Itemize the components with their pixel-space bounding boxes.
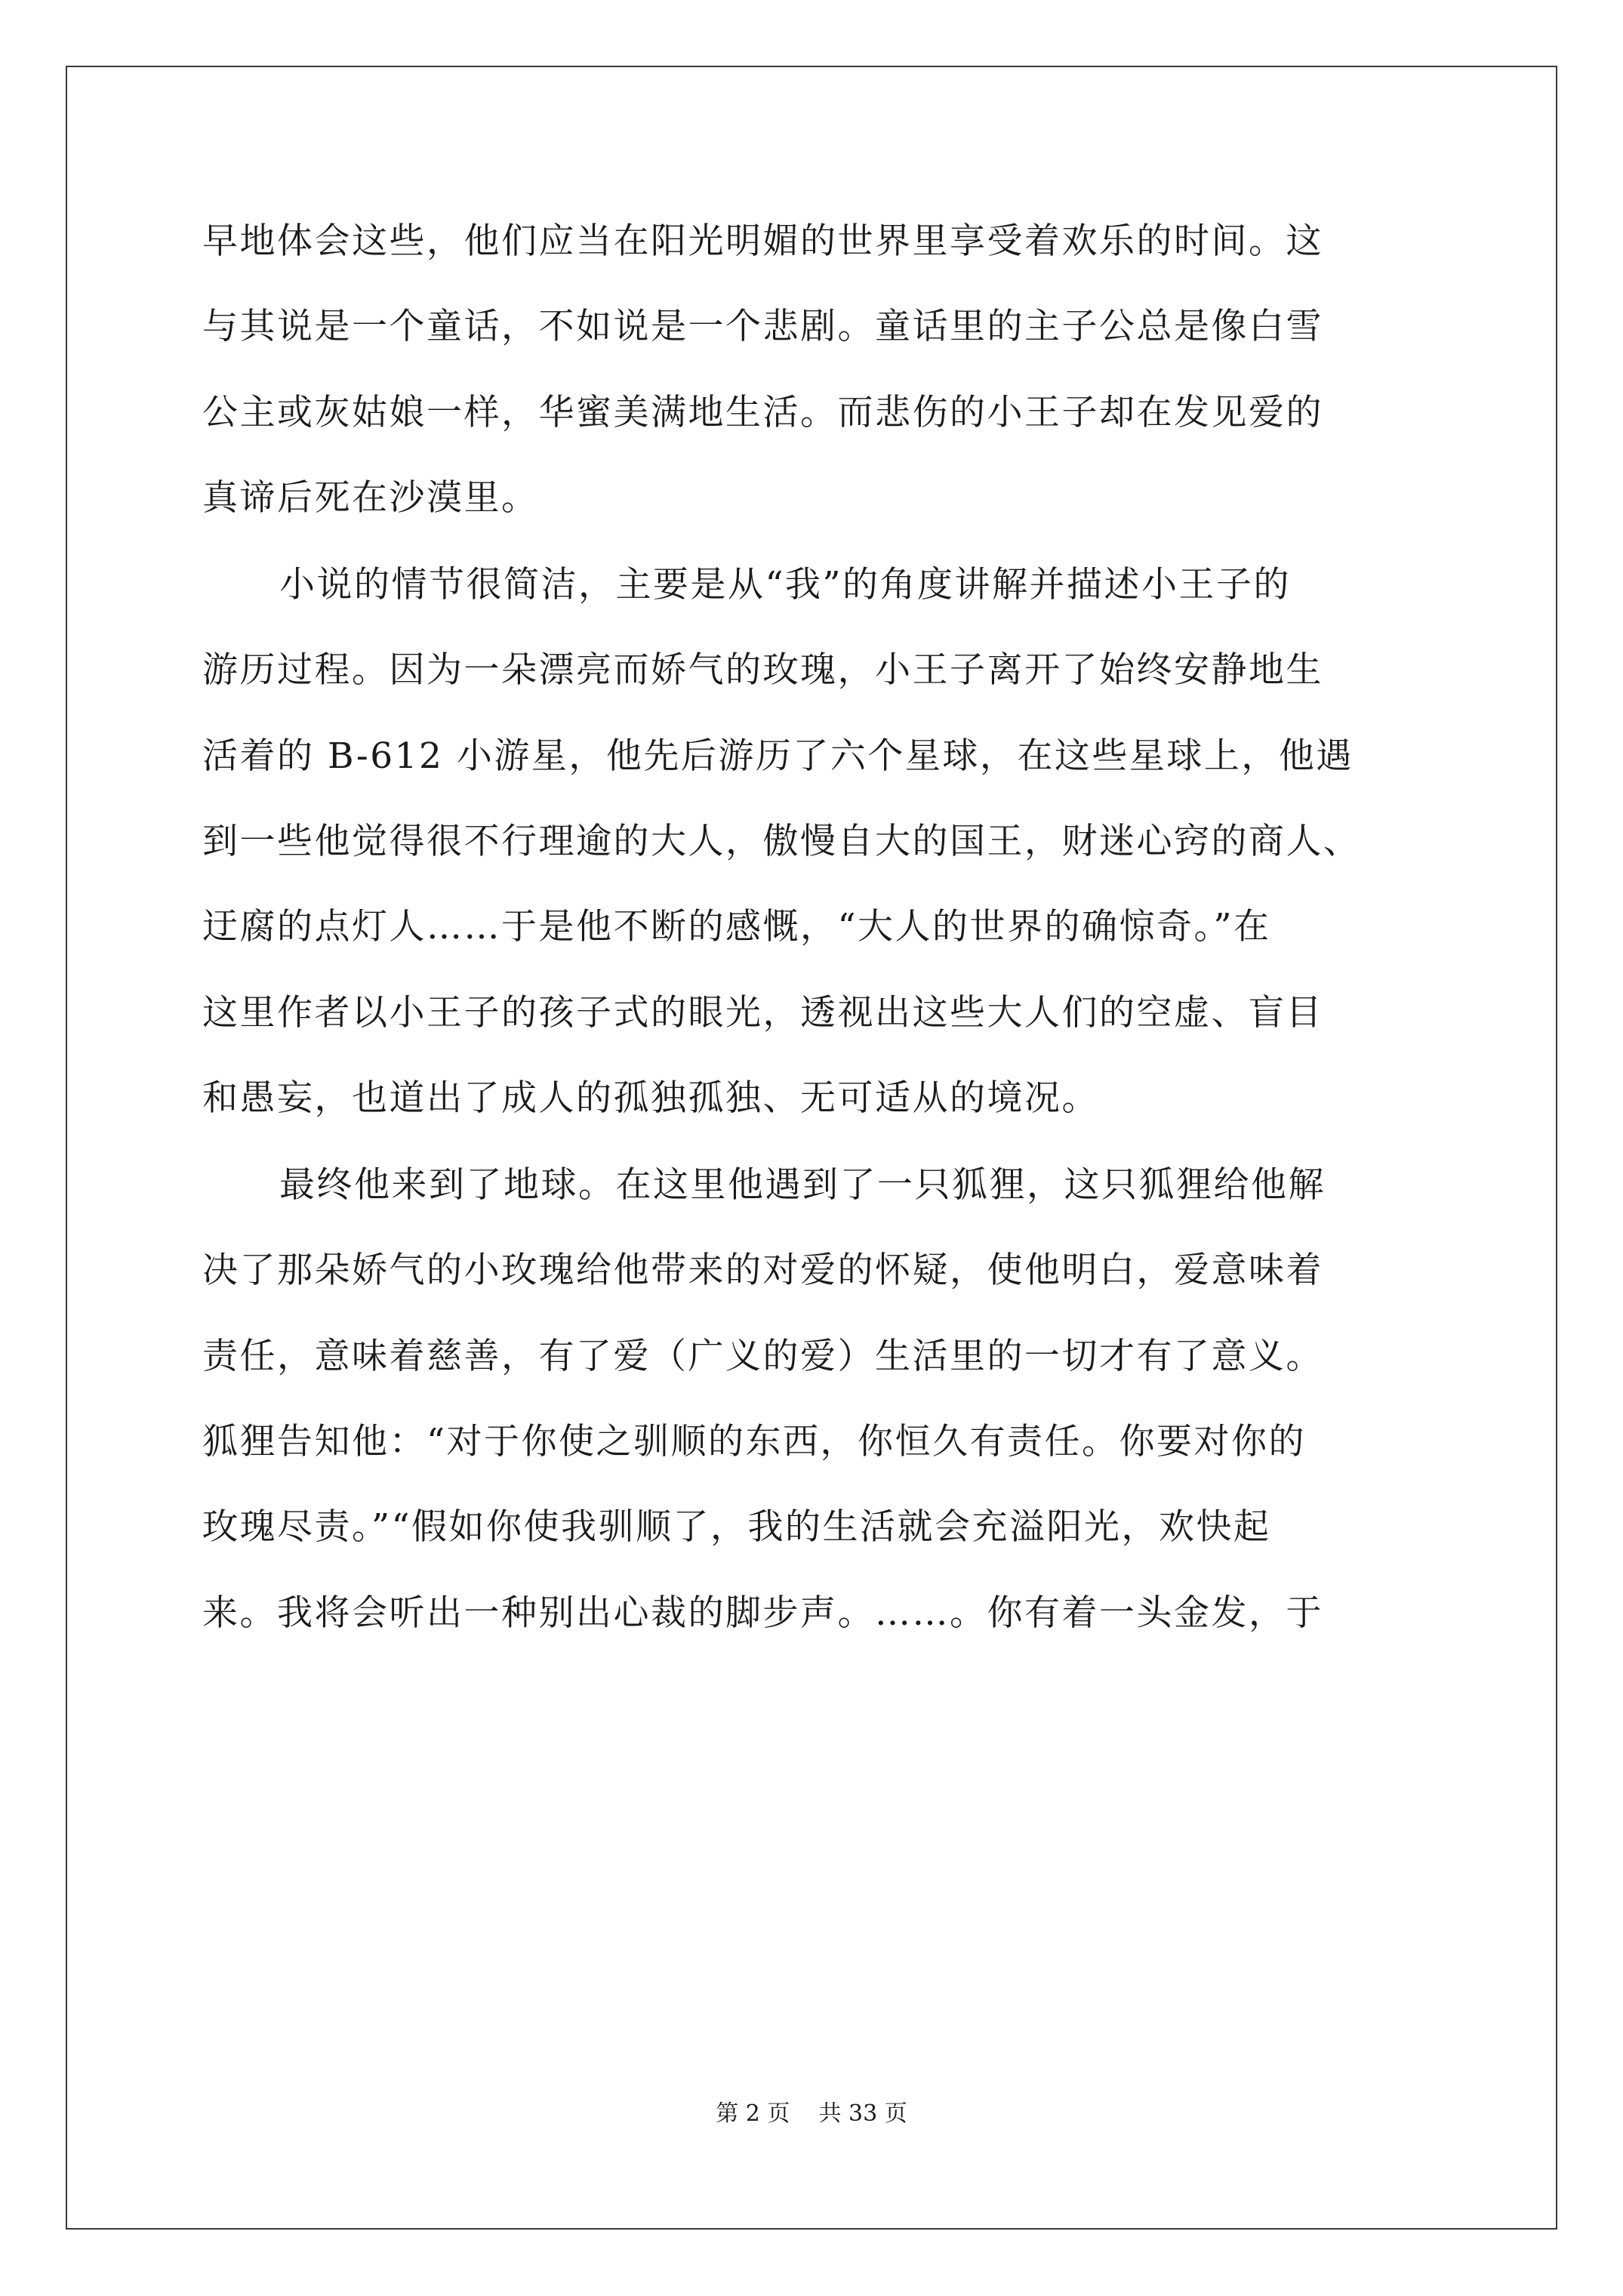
text-line: 狐狸告知他：“对于你使之驯顺的东西，你恒久有责任。你要对你的 xyxy=(202,1421,1307,1462)
text-line: 真谛后死在沙漠里。 xyxy=(202,477,539,519)
text-line: 早地体会这些，他们应当在阳光明媚的世界里享受着欢乐的时间。这 xyxy=(202,220,1323,262)
text-line: 和愚妄，也道出了成人的孤独孤独、无可适从的境况。 xyxy=(202,1077,1099,1119)
text-line: 到一些他觉得很不行理逾的大人，傲慢自大的国王，财迷心窍的商人、 xyxy=(202,821,1361,862)
text-line: 游历过程。因为一朵漂亮而娇气的玫瑰，小王子离开了始终安静地生 xyxy=(202,649,1323,691)
text-line: 这里作者以小王子的孩子式的眼光，透视出这些大人们的空虚、盲目 xyxy=(202,992,1323,1034)
text-line: 责任，意味着慈善，有了爱（广义的爱）生活里的一切才有了意义。 xyxy=(202,1336,1323,1377)
paragraph-start-line: 小说的情节很简洁，主要是从“我”的角度讲解并描述小王子的 xyxy=(279,564,1292,606)
text-line: 玫瑰尽责。”“假如你使我驯顺了，我的生活就会充溢阳光，欢快起 xyxy=(202,1506,1271,1548)
text-line: 活着的 B-612 小游星，他先后游历了六个星球，在这些星球上，他遇 xyxy=(202,735,1354,777)
page-number-footer: 第 2 页 共 33 页 xyxy=(716,2100,907,2127)
text-line: 公主或灰姑娘一样，华蜜美满地生活。而悲伤的小王子却在发见爱的 xyxy=(202,392,1323,433)
text-line: 迂腐的点灯人……于是他不断的感慨，“大人的世界的确惊奇。”在 xyxy=(202,906,1271,948)
text-line: 来。我将会听出一种别出心裁的脚步声。……。你有着一头金发，于 xyxy=(202,1592,1323,1634)
paragraph-start-line: 最终他来到了地球。在这里他遇到了一只狐狸，这只狐狸给他解 xyxy=(279,1164,1326,1206)
text-line: 决了那朵娇气的小玫瑰给他带来的对爱的怀疑，使他明白，爱意味着 xyxy=(202,1250,1323,1291)
text-line: 与其说是一个童话，不如说是一个悲剧。童话里的主子公总是像白雪 xyxy=(202,306,1323,347)
